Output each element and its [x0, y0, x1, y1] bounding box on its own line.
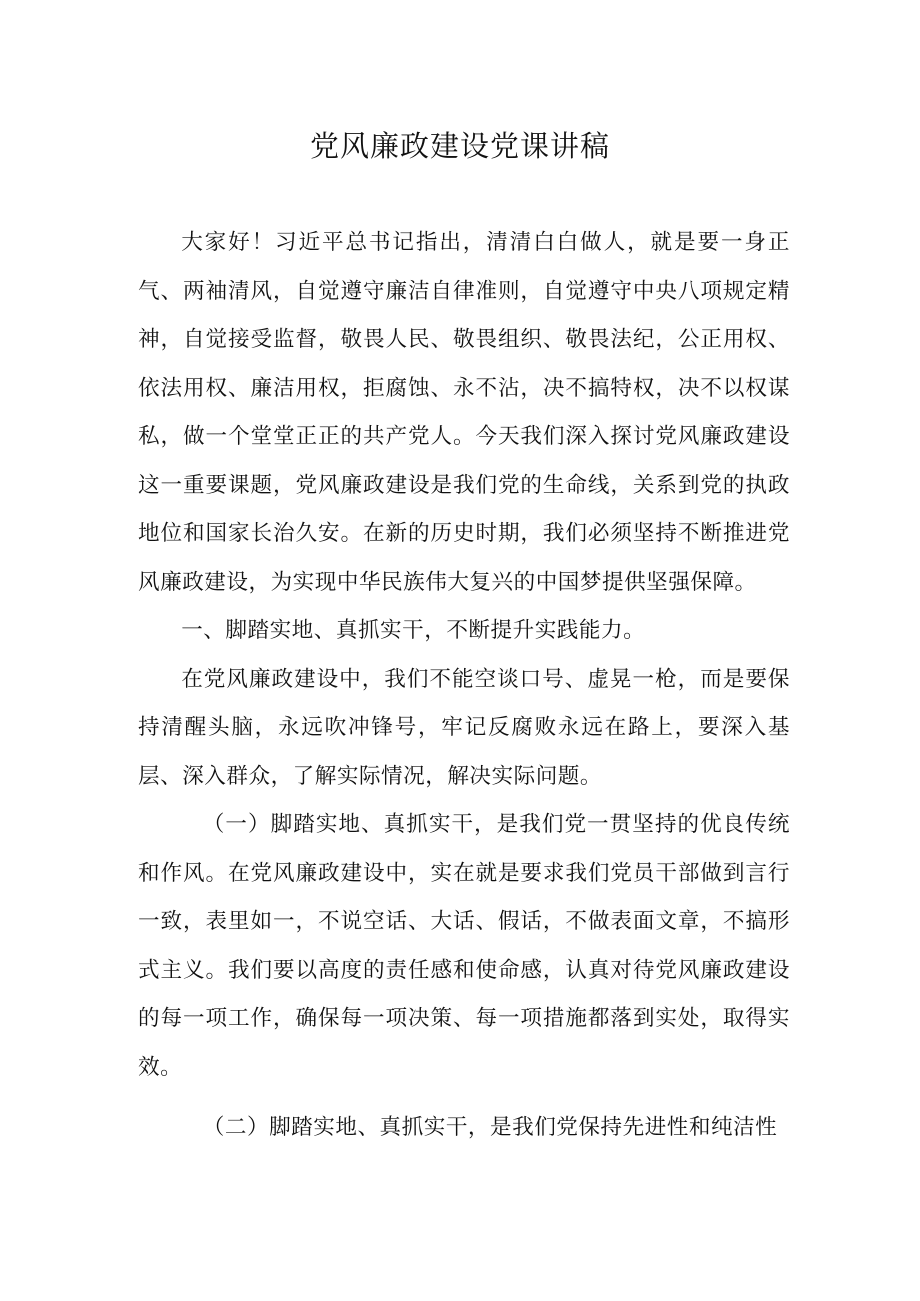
section-heading-1: 一、脚踏实地、真抓实干，不断提升实践能力。 [181, 618, 646, 643]
paragraph-subsection-1: （一）脚踏实地、真抓实干，是我们党一贯坚持的优良传统和作风。在党风廉政建设中，实在就是要求我们党员干部做到言行一致，表里如一，不说空话、大话、假话，不做表面文章，不搞形式主义。我们要以高度的责任感和使命感，认真对待党风廉政建设的每一项工作，确保每一项决策、每一项措施都落到实处，取得实效。 [138, 812, 790, 1080]
document-body [138, 219, 790, 1153]
paragraph-intro: 大家好！习近平总书记指出，清清白白做人，就是要一身正气、两袖清风，自觉遵守廉洁自律准则，自觉遵守中央八项规定精神，自觉接受监督，敬畏人民、敬畏组织、敬畏法纪，公正用权、依法用权、廉洁用权，拒腐蚀、永不沾，决不搞特权，决不以权谋私，做一个堂堂正正的共产党人。今天我们深入探讨党风廉政建设这一重要课题，党风廉政建设是我们党的生命线，关系到党的执政地位和国家长治久安。在新的历史时期，我们必须坚持不断推进党风廉政建设，为实现中华民族伟大复兴的中国梦提供坚强保障。 [138, 230, 790, 595]
document-title: 党风廉政建设党课讲稿 [309, 129, 610, 163]
paragraph-section-1: 在党风廉政建设中，我们不能空谈口号、虚晃一枪，而是要保持清醒头脑，永远吹冲锋号，牢记反腐败永远在路上，要深入基层、深入群众，了解实际情况，解决实际问题。 [138, 666, 790, 789]
paragraph-subsection-2: （二）脚踏实地、真抓实干，是我们党保持先进性和纯洁性 [202, 1115, 778, 1140]
